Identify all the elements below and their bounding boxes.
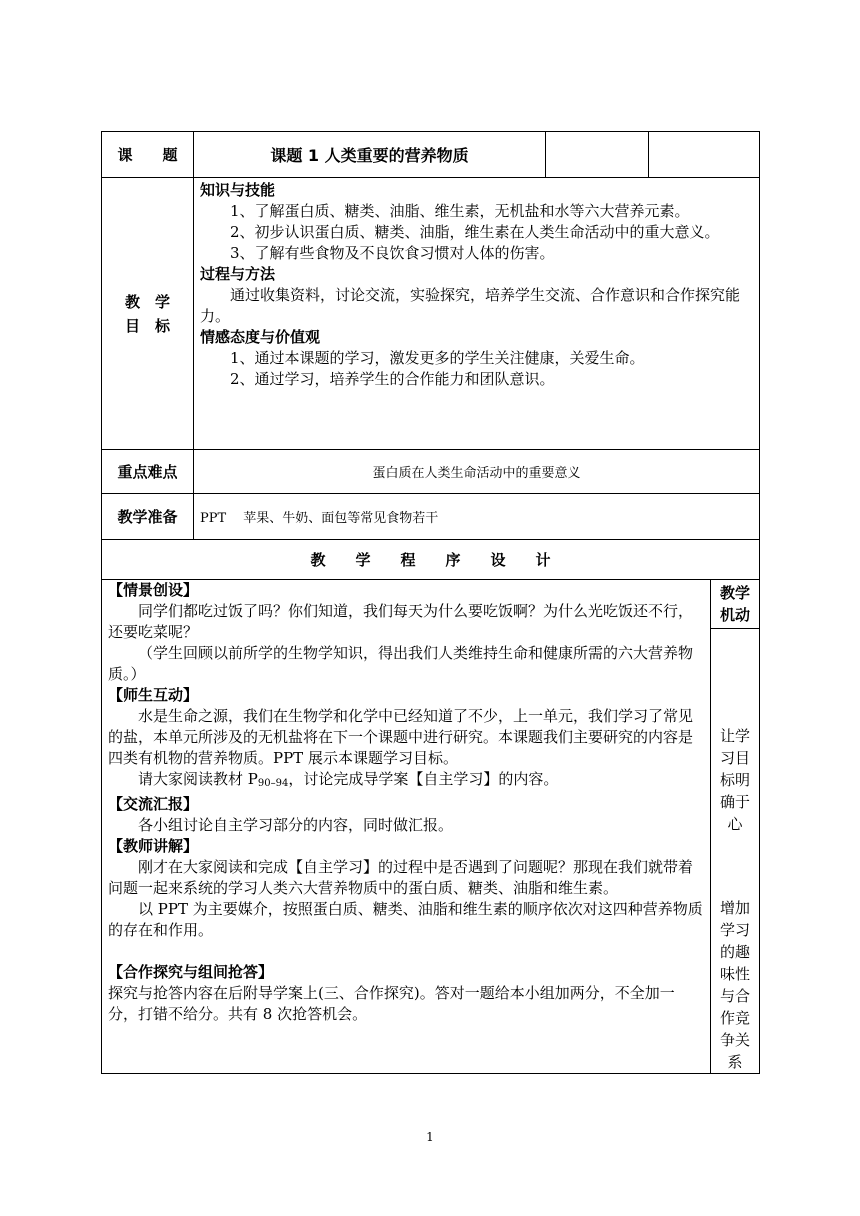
lesson-plan-table <box>101 131 760 1074</box>
lesson-plan-page <box>101 131 759 1074</box>
paragraph: 请大家阅读教材 $P_{90-94}$，讨论完成导学案【自主学习】的内容。 <box>138 770 559 789</box>
topic-label: 课 题 <box>102 132 194 178</box>
section-heading: 【情景创设】 <box>108 581 199 599</box>
objective-item: 2、初步认识蛋白质、糖类、油脂，维生素在人类生命活动中的重大意义。 <box>230 223 720 241</box>
page-number: 1 <box>426 1130 434 1144</box>
section-heading: 【交流汇报】 <box>108 795 199 813</box>
side-header: 教学机动 <box>711 580 759 629</box>
objectives-content <box>194 178 760 450</box>
key-points-label: 重点难点 <box>102 450 194 494</box>
preparation-text: PPT 苹果、牛奶、面包等常见食物若干 <box>194 494 760 540</box>
objective-item: 2、通过学习，培养学生的合作能力和团队意识。 <box>230 370 555 388</box>
objective-item: 通过收集资料，讨论交流，实验探究，培养学生交流、合作意识和合作探究能力。 <box>200 286 741 325</box>
side-note: 增加学习的趣味性与合作竞争关系 <box>720 899 751 1071</box>
objective-item: 3、了解有些食物及不良饮食习惯对人体的伤害。 <box>230 244 555 262</box>
key-points-row <box>102 450 760 494</box>
objectives-label: 教 学 目 标 <box>102 178 194 450</box>
paragraph: 以 PPT 为主要媒介，按照蛋白质、糖类、油脂和维生素的顺序依次对这四种营养物质的存在和作用。 <box>108 900 703 939</box>
section-heading: 【师生互动】 <box>108 686 199 704</box>
topic-empty-cell-1 <box>546 132 649 178</box>
topic-title: 课题 1 人类重要的营养物质 <box>194 132 546 178</box>
procedure-title-row <box>102 540 760 580</box>
objective-item: 1、了解蛋白质、糖类、油脂、维生素，无机盐和水等六大营养元素。 <box>230 202 690 220</box>
procedure-content <box>102 580 711 1074</box>
paragraph: 刚才在大家阅读和完成【自主学习】的过程中是否遇到了问题呢？那现在我们就带着问题一起来系统的学习人类六大营养物质中的蛋白质、糖类、油脂和维生素。 <box>108 858 694 897</box>
preparation-row <box>102 494 760 540</box>
paragraph: 同学们都吃过饭了吗？你们知道，我们每天为什么要吃饭啊？为什么光吃饭还不行，还要吃菜呢？ <box>108 602 694 641</box>
paragraph: 水是生命之源，我们在生物学和化学中已经知道了不少，上一单元，我们学习了常见的盐，本单元所涉及的无机盐将在下一个课题中进行研究。本课题我们主要研究的内容是四类有机物的营养物质。PPT 展示本课题学习目标。 <box>108 707 694 767</box>
paragraph: 各小组讨论自主学习部分的内容，同时做汇报。 <box>138 816 454 834</box>
objectives-row <box>102 178 760 450</box>
objective-heading-knowledge: 知识与技能 <box>200 181 276 199</box>
procedure-title: 教 学 程 序 设 计 <box>102 540 760 580</box>
section-heading: 【教师讲解】 <box>108 837 199 855</box>
section-heading: 【合作探究与组间抢答】 <box>108 963 274 981</box>
procedure-row <box>102 580 760 1074</box>
side-note: 让学习目标明确于心 <box>720 727 751 833</box>
objective-heading-process: 过程与方法 <box>200 265 276 283</box>
blank-line <box>108 941 704 962</box>
topic-row <box>102 132 760 178</box>
objective-heading-attitude: 情感态度与价值观 <box>200 328 321 346</box>
preparation-label: 教学准备 <box>102 494 194 540</box>
topic-empty-cell-2 <box>649 132 760 178</box>
objective-item: 1、通过本课题的学习，激发更多的学生关注健康，关爱生命。 <box>230 349 645 367</box>
paragraph: （学生回顾以前所学的生物学知识，得出我们人类维持生命和健康所需的六大营养物质。） <box>108 644 694 683</box>
side-column <box>711 580 760 1074</box>
paragraph: 探究与抢答内容在后附导学案上(三、合作探究)。答对一题给本小组加两分，不全加一分，打错不给分。共有 8 次抢答机会。 <box>108 984 675 1023</box>
key-points-text: 蛋白质在人类生命活动中的重要意义 <box>194 450 760 494</box>
